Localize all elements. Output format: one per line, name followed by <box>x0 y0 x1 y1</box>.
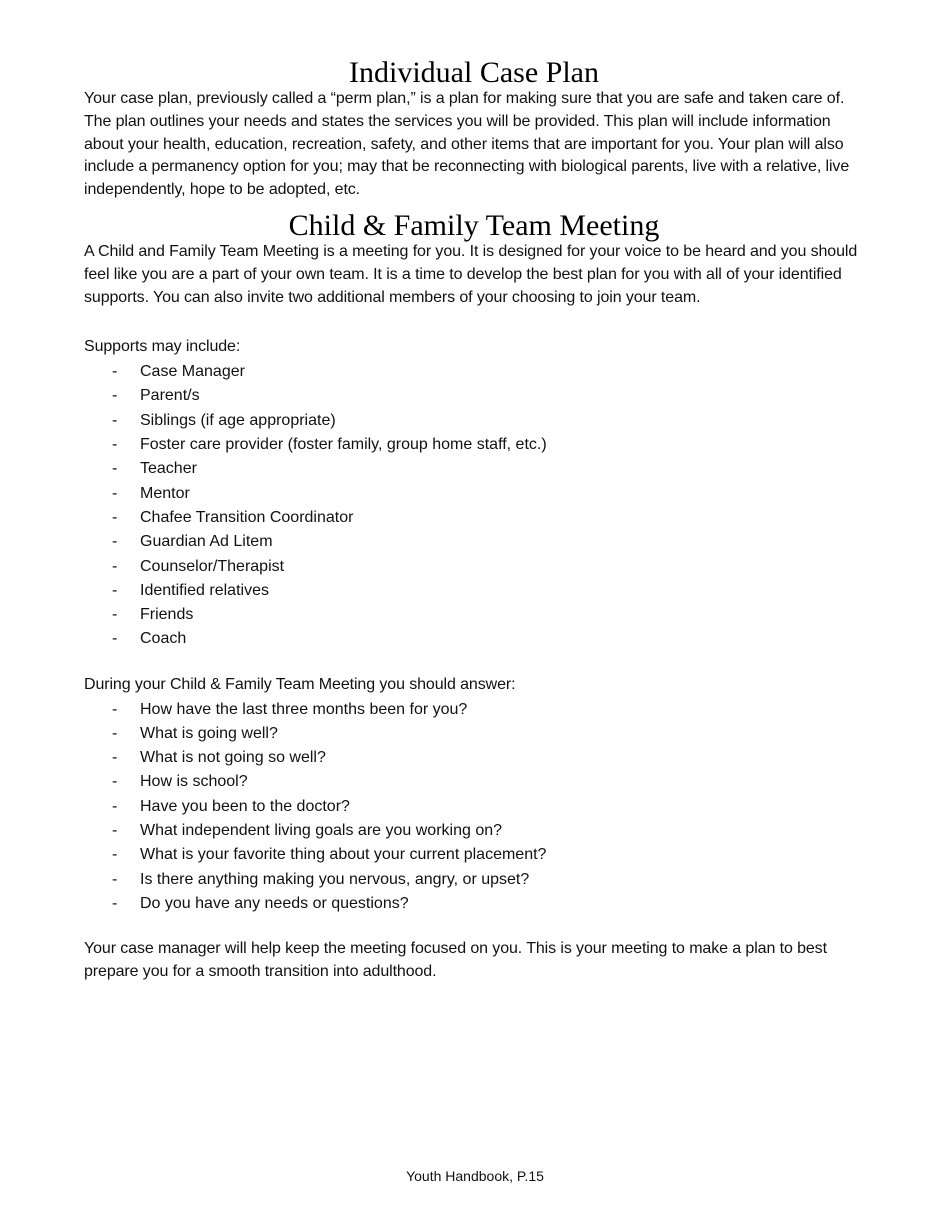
list-item-text: Foster care provider (foster family, group home staff, etc.) <box>140 436 547 454</box>
list-item <box>84 384 864 408</box>
dash-bullet: - <box>112 460 118 478</box>
list-item <box>84 360 864 384</box>
dash-bullet: - <box>112 387 118 405</box>
list-item-text: Do you have any needs or questions? <box>140 894 409 912</box>
spacer <box>84 309 864 336</box>
section-title-team-meeting: Child & Family Team Meeting <box>288 208 660 242</box>
dash-bullet: - <box>112 846 118 864</box>
dash-bullet: - <box>112 411 118 429</box>
list-item-text: Counselor/Therapist <box>140 557 285 575</box>
dash-bullet: - <box>112 797 118 815</box>
dash-bullet: - <box>112 749 118 767</box>
spacer <box>84 916 864 938</box>
dash-bullet: - <box>112 870 118 888</box>
dash-bullet: - <box>112 363 118 381</box>
case-plan-paragraph: Your case plan, previously called a “perm plan,” is a plan for making sure that you are safe and taken care of. The plan outlines your needs and states the services you will be provided. This plan will include information about your health, education, recreation, safety, and other items that are important for you. Your plan will also include a permanency option for you; may that be reconnecting with biological parents, live with a relative, live independently, hope to be adopted, etc. <box>84 90 850 199</box>
list-item-text: Siblings (if age appropriate) <box>140 411 336 429</box>
list-item <box>84 506 864 530</box>
team-meeting-paragraph: A Child and Family Team Meeting is a meeting for you. It is designed for your voice to be heard and you should feel like you are a part of your own team. It is a time to develop the best plan for you with all of your identified supports. You can also invite two additional members of your choosing to join your team. <box>84 242 858 306</box>
document-page <box>84 55 864 984</box>
list-item <box>84 770 864 794</box>
list-item-text: Have you been to the doctor? <box>140 797 350 815</box>
closing-paragraph: Your case manager will help keep the meeting focused on you. This is your meeting to make a plan to best prepare you for a smooth transition into adulthood. <box>84 940 827 980</box>
list-item-text: Guardian Ad Litem <box>140 533 273 551</box>
dash-bullet: - <box>112 822 118 840</box>
list-item <box>84 746 864 770</box>
supports-list <box>84 360 864 652</box>
supports-intro: Supports may include: <box>84 338 241 356</box>
dash-bullet: - <box>112 700 118 718</box>
list-item-text: Friends <box>140 606 194 624</box>
list-item-text: How is school? <box>140 773 248 791</box>
list-item <box>84 722 864 746</box>
list-item-text: Is there anything making you nervous, angry, or upset? <box>140 870 530 888</box>
dash-bullet: - <box>112 436 118 454</box>
dash-bullet: - <box>112 581 118 599</box>
list-item <box>84 868 864 892</box>
dash-bullet: - <box>112 533 118 551</box>
list-item <box>84 409 864 433</box>
list-item <box>84 795 864 819</box>
dash-bullet: - <box>112 724 118 742</box>
dash-bullet: - <box>112 557 118 575</box>
list-item-text: What is going well? <box>140 724 278 742</box>
list-item-text: What is your favorite thing about your current placement? <box>140 846 547 864</box>
list-item <box>84 433 864 457</box>
questions-intro: During your Child & Family Team Meeting you should answer: <box>84 675 516 693</box>
dash-bullet: - <box>112 630 118 648</box>
list-item-text: Identified relatives <box>140 581 269 599</box>
dash-bullet: - <box>112 894 118 912</box>
list-item-text: What independent living goals are you working on? <box>140 822 503 840</box>
list-item <box>84 482 864 506</box>
list-item-text: Coach <box>140 630 187 648</box>
list-item-text: How have the last three months been for you? <box>140 700 468 718</box>
list-item <box>84 843 864 867</box>
dash-bullet: - <box>112 484 118 502</box>
list-item-text: Mentor <box>140 484 190 502</box>
list-item <box>84 530 864 554</box>
spacer <box>84 652 864 674</box>
questions-list <box>84 698 864 917</box>
list-item-text: Chafee Transition Coordinator <box>140 508 354 526</box>
list-item-text: Parent/s <box>140 387 200 405</box>
dash-bullet: - <box>112 773 118 791</box>
list-item <box>84 892 864 916</box>
list-item <box>84 603 864 627</box>
list-item-text: Case Manager <box>140 363 245 381</box>
list-item <box>84 457 864 481</box>
list-item <box>84 627 864 651</box>
list-item-text: What is not going so well? <box>140 749 326 767</box>
list-item <box>84 579 864 603</box>
dash-bullet: - <box>112 606 118 624</box>
list-item <box>84 819 864 843</box>
section-title-case-plan: Individual Case Plan <box>349 56 599 89</box>
list-item <box>84 698 864 722</box>
list-item-text: Teacher <box>140 460 197 478</box>
list-item <box>84 555 864 579</box>
dash-bullet: - <box>112 508 118 526</box>
page-footer: Youth Handbook, P.15 <box>406 1168 544 1184</box>
